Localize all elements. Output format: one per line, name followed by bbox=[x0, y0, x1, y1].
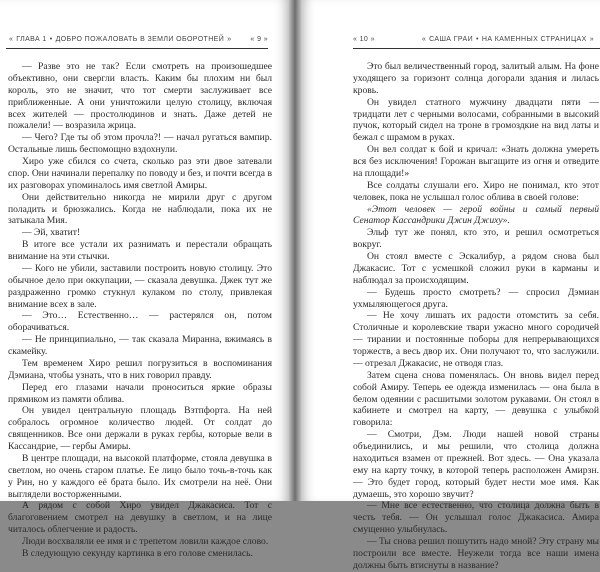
paragraph: — Будешь просто смотреть? — спросил Дэмиан ухмыляющегося друга. bbox=[353, 286, 599, 310]
header-rule-right bbox=[353, 48, 600, 49]
italic-quote: «Этот человек — герой войны и самый первый Сенатор Кассандрики Джин Джиху». bbox=[353, 203, 599, 227]
paragraph: — Чего? Где ты об этом прочла?! — начал ругаться вампир. Остальные лишь беспомощно вздохнули. bbox=[8, 132, 272, 156]
body-text-left bbox=[8, 61, 272, 560]
paragraph: Они действительно никогда не мирили друг с другом поладить и брюзжались. Когда не наблюдали, пока их не затыкала Мия. bbox=[8, 191, 272, 227]
author-name: САША ГРАИ bbox=[429, 36, 474, 43]
paragraph: Затем сцена снова поменялась. Он вновь видел перед собой Амиру. Теперь ее одежда изменилась — она была в белом одеянии с расшитыми золотом рукавами. Он стоял в кабинете и смотрел на карту, — девушка с улыбкой говорила: bbox=[353, 369, 599, 429]
chapter-label: ГЛАВА 1 bbox=[16, 36, 47, 43]
paragraph: А рядом с собой Хиро увидел Джакасиса. Тот с благоговением смотрел на девушку в светлом, и на лице читалось облегчение и радость. bbox=[8, 500, 272, 536]
paragraph: — Не принципиально, — так сказала Миранна, вжимаясь в скамейку. bbox=[8, 334, 272, 357]
page-number-right: « 10 » bbox=[353, 36, 375, 43]
running-header-left: « ГЛАВА 1 • ДОБРО ПОЖАЛОВАТЬ В ЗЕМЛИ ОБОРОТНЕЙ » « 9 » bbox=[9, 36, 268, 43]
paragraph: — Мне все естественно, что столица должна быть в честь тебя. — Он услышал голос Джакасиса. Амира смущенно улыбнулась. bbox=[353, 500, 599, 536]
paragraph: Он увидел статного мужчину двадцати пяти — тридцати лет с черными волосами, собранными в высокий пучок, который сидел на троне в громоздкие на вид латы и бежал с шрамом в руках. bbox=[353, 96, 599, 144]
paragraph: — Ты снова решил пошутить надо мной? Эту страну мы построили все вместе. Неужели тогда все наши имена должны быть втиснуты в название? bbox=[353, 536, 599, 571]
paragraph: — Не хочу лишать их радости отомстить за себя. Столичные и королевские твари ужасно много сородичей — тирании и постоянные поборы для непрерывающихся торжеств, а весь двор их. Они получают то, что заслужили. — отрезал Джакасис, не отводя глаз. bbox=[353, 310, 599, 369]
paragraph: Он увидел центральную площадь Взтпфорта. На ней собралось огромное количество людей. От солдат до священников. Все они держали в руках гербы, которые вели в Кассандрие, — гербы Амиры. bbox=[8, 405, 272, 452]
paragraph: Эльф тут же понял, кто это, и решил осмотреться вокруг. bbox=[353, 227, 599, 251]
body-text-right bbox=[353, 61, 599, 572]
paragraph: В итоге все устали их разнимать и перестали обращать внимание на эти стычки. bbox=[8, 239, 272, 262]
paragraph: — Это… Естественно… — растерялся он, потом оборачиваться. bbox=[8, 310, 272, 334]
paragraph: Это был величественный город, залитый алым. На фоне уходящего за горизонт солнца догорали здания и лилась кровь. bbox=[353, 61, 599, 96]
paragraph: Он вел солдат к бой и кричал: «Знать должна умереть вся без исключения! Горожан выгащите из огня и отведите на площади!» bbox=[353, 144, 599, 179]
paragraph: В следующую секунду картинка в его голове сменилась. bbox=[22, 547, 253, 559]
paragraph: Хиро уже сбился со счета, сколько раз эти двое затевали спор. Они начинали перепалку по поводу и без, и почти всегда в их разговорах упоминалось имя светлой Амиры. bbox=[8, 156, 272, 191]
header-rule-left bbox=[6, 48, 268, 49]
paragraph: В центре площади, на высокой платформе, стояла девушка в светлом, но очень старом платье. Ее лицо было точь-в-точь как у Рин, но у каждого её брата было. Их смотрели на неё. Они выглядели восторженными. bbox=[8, 452, 272, 500]
book-title: НА КАМЕННЫХ СТРАНИЦАХ bbox=[481, 36, 587, 43]
paragraph: Перед его глазами начали проноситься яркие образы прямиком из памяти облива. bbox=[8, 381, 272, 405]
running-header-right bbox=[353, 36, 597, 46]
page-number-left: « 9 » bbox=[250, 36, 268, 43]
paragraph: Все солдаты слушали его. Хиро не понимал, кто этот человек, пока не услышал голос облива в своей голове: bbox=[353, 179, 599, 203]
paragraph: Он стоял вместе с Эскалибур, а рядом снова был Джакасис. Тот с усмешкой сложил руки в карманы и наблюдал за происходящим. bbox=[353, 251, 599, 286]
paragraph: Тем временем Хиро решил погрузиться в воспоминания Дэмиана, чтобы узнать, что в них говорил правду. bbox=[8, 357, 272, 381]
paragraph: Люди восхваляли ее имя и с трепетом ловили каждое слово. bbox=[22, 536, 269, 547]
book-gutter bbox=[289, 0, 301, 501]
paragraph: — Смотри, Дэм. Люди нашей новой страны объединились, и мы решили, что столица должна находиться взамен от прежней. Вот здесь. — Она указала ему на карту точку, в которой теперь расположен Амирзн. — Это будет город, который будет нести мое имя. Как думаешь, это хорошо звучит? bbox=[353, 429, 599, 500]
paragraph: — Эй, хватит! bbox=[22, 227, 81, 239]
paragraph: — Разве это не так? Если смотреть на произошедшее объективно, они свергли власть. Каким бы плохим ни был король, это не значит, что тот смерти заслуживает все приближенные. А они уничтожили целую столицу, включая всех жителей — простолюдинов и знать. Даже детей не пожалели! — возразила жрица. bbox=[8, 61, 272, 132]
paragraph: — Кого не убили, заставили построить новую столицу. Это обычное дело при оккупации, — сказала девушка. Джек тут же раздраженно громко стукнул кулаком по столу, привлекая внимание всех в зале. bbox=[8, 262, 272, 310]
chapter-title: ДОБРО ПОЖАЛОВАТЬ В ЗЕМЛИ ОБОРОТНЕЙ bbox=[55, 36, 225, 43]
left-page bbox=[0, 0, 289, 559]
right-page bbox=[301, 0, 600, 571]
book-title-header: « САША ГРАИ • НА КАМЕННЫХ СТРАНИЦАХ » bbox=[421, 36, 594, 43]
